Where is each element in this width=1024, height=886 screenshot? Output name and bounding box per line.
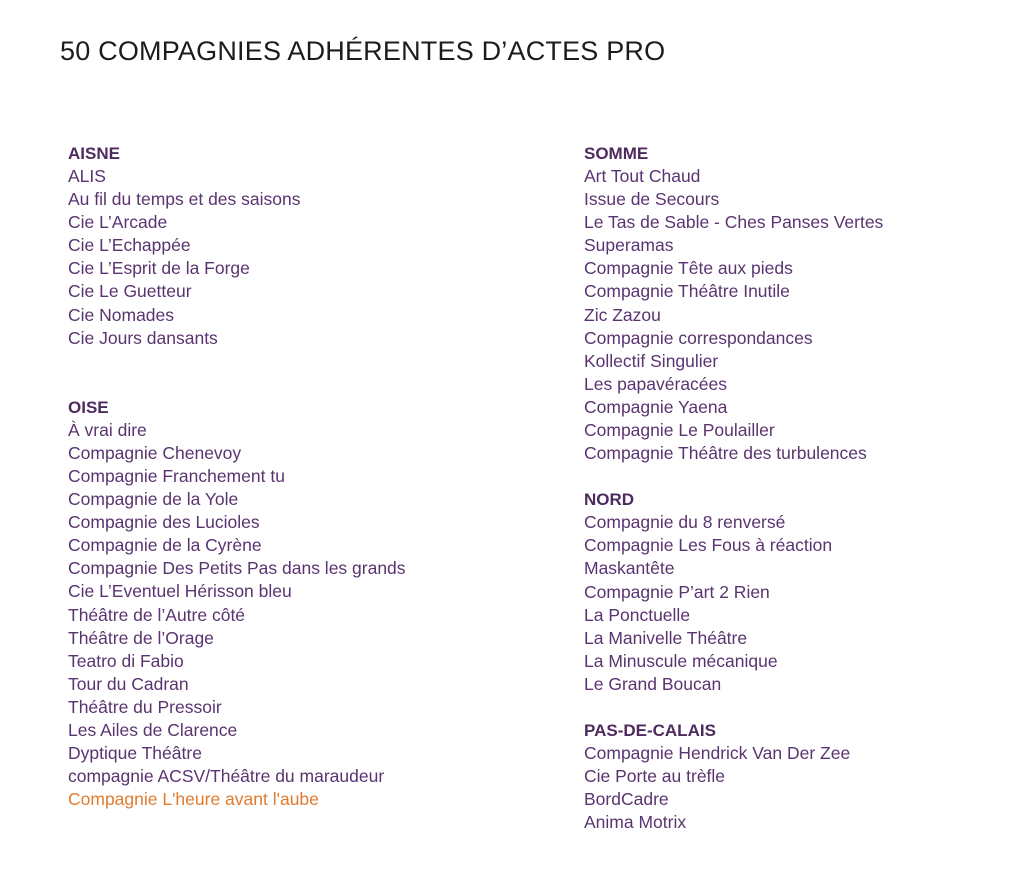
company-item: Kollectif Singulier <box>584 350 719 371</box>
company-item: Compagnie Tête aux pieds <box>584 258 793 279</box>
company-item: Cie Le Guetteur <box>68 281 192 302</box>
company-item: Les Ailes de Clarence <box>68 719 238 740</box>
region-pas-de-calais <box>584 719 883 834</box>
company-item: Maskantête <box>584 558 675 579</box>
left-column <box>68 142 406 834</box>
company-item: Au fil du temps et des saisons <box>68 189 301 210</box>
company-item: Le Tas de Sable - Ches Panses Vertes <box>584 212 884 233</box>
company-item: Compagnie du 8 renversé <box>584 512 786 533</box>
region-aisne <box>68 142 406 350</box>
region-nord <box>584 488 883 696</box>
region-heading-nord: NORD <box>584 490 635 510</box>
company-item: Cie Nomades <box>68 304 175 325</box>
company-item: Compagnie Les Fous à réaction <box>584 535 833 556</box>
company-item: Compagnie de la Cyrène <box>68 535 262 556</box>
company-item: Anima Motrix <box>584 812 687 833</box>
company-item: Théâtre de l’Autre côté <box>68 604 246 625</box>
region-heading-oise: OISE <box>68 397 109 417</box>
company-item: La Ponctuelle <box>584 604 691 625</box>
region-heading-aisne: AISNE <box>68 144 120 163</box>
company-item: Compagnie Franchement tu <box>68 465 285 486</box>
company-item: Cie L’Esprit de la Forge <box>68 258 250 279</box>
company-item: Compagnie de la Yole <box>68 489 239 510</box>
company-item: BordCadre <box>584 789 669 810</box>
region-somme <box>584 142 883 465</box>
company-item: Théâtre de l’Orage <box>68 627 214 648</box>
company-item: Compagnie Hendrick Van Der Zee <box>584 742 851 763</box>
company-item: Compagnie des Lucioles <box>68 512 260 533</box>
company-item: Cie L’Arcade <box>68 212 168 233</box>
company-item: Issue de Secours <box>584 189 720 210</box>
right-column <box>584 142 883 857</box>
company-item: Compagnie Chenevoy <box>68 442 242 463</box>
company-item: Cie L’Echappée <box>68 235 191 256</box>
company-item: Le Grand Boucan <box>584 673 722 694</box>
company-item: Zic Zazou <box>584 304 661 325</box>
company-item: Tour du Cadran <box>68 673 189 694</box>
company-item: Superamas <box>584 235 674 256</box>
company-item: Les papavéracées <box>584 373 728 394</box>
company-item: Art Tout Chaud <box>584 166 701 186</box>
company-item: Cie Porte au trèfle <box>584 766 726 787</box>
company-item: Théâtre du Pressoir <box>68 696 222 717</box>
company-item: La Manivelle Théâtre <box>584 627 748 648</box>
company-item: Compagnie Théâtre Inutile <box>584 281 790 302</box>
company-item: Compagnie Des Petits Pas dans les grands <box>68 558 406 579</box>
company-item: compagnie ACSV/Théâtre du maraudeur <box>68 766 385 787</box>
company-item: Teatro di Fabio <box>68 650 184 671</box>
company-item: Compagnie P’art 2 Rien <box>584 581 770 602</box>
company-item: Cie Jours dansants <box>68 327 218 348</box>
company-item-highlighted[interactable]: Compagnie L'heure avant l'aube <box>68 789 319 810</box>
company-item: Cie L’Eventuel Hérisson bleu <box>68 581 292 602</box>
company-item: À vrai dire <box>68 419 147 440</box>
company-item: ALIS <box>68 166 106 186</box>
company-item: Compagnie Yaena <box>584 396 728 417</box>
region-heading-somme: SOMME <box>584 144 649 163</box>
company-item: La Minuscule mécanique <box>584 650 778 671</box>
region-heading-pas-de-calais: PAS-DE-CALAIS <box>584 720 716 740</box>
company-item: Compagnie Le Poulailler <box>584 420 775 441</box>
region-oise <box>68 396 406 812</box>
company-item: Compagnie Théâtre des turbulences <box>584 443 867 464</box>
page-title: 50 COMPAGNIES ADHÉRENTES D’ACTES PRO <box>60 36 666 66</box>
company-item: Dyptique Théâtre <box>68 743 202 764</box>
company-item: Compagnie correspondances <box>584 327 813 348</box>
